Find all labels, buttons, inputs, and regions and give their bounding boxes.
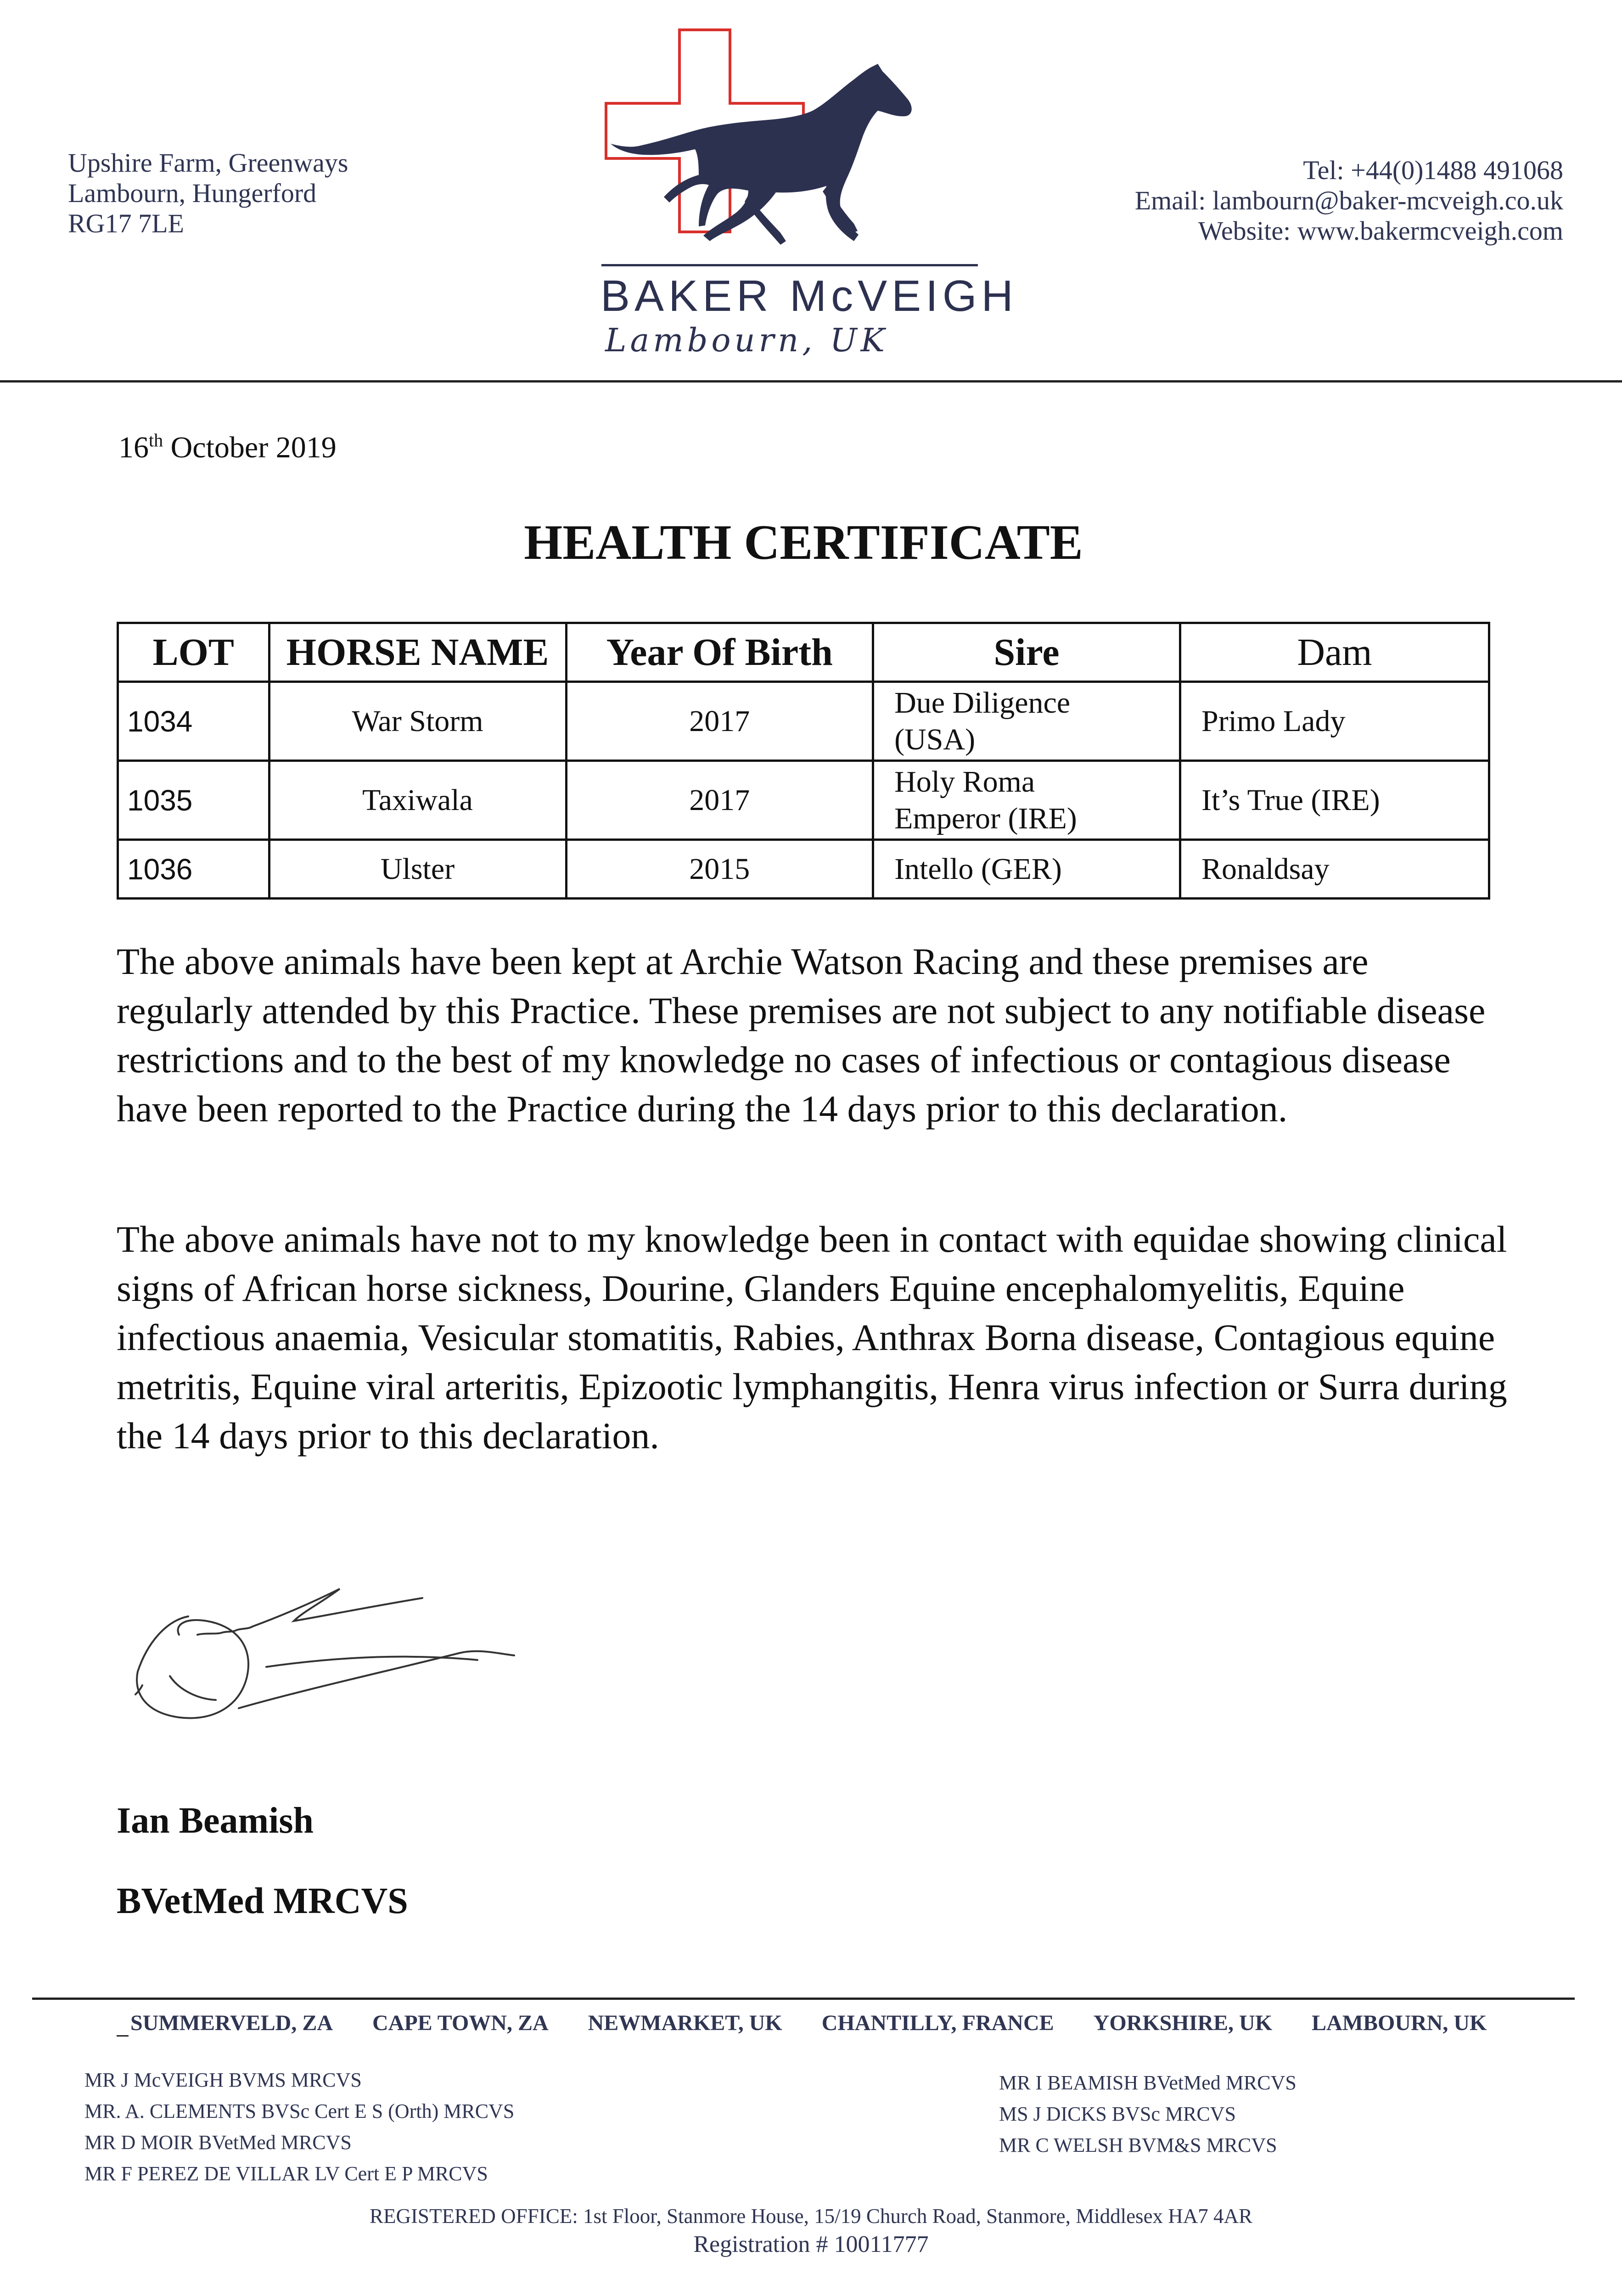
sire-line-2: (USA) <box>894 722 976 756</box>
staff-member: MR D MOIR BVetMed MRCVS <box>84 2131 352 2154</box>
sire-line-2: Emperor (IRE) <box>894 801 1077 835</box>
practice-address <box>68 148 348 239</box>
cell-year: 2017 <box>566 761 873 840</box>
horse-table <box>117 622 1490 900</box>
location-lambourn: LAMBOURN, UK <box>1312 2011 1487 2035</box>
signature <box>129 1575 533 1743</box>
cell-lot: 1036 <box>118 840 269 899</box>
registration-number: Registration # 10011777 <box>693 2231 929 2257</box>
cell-sire: Intello (GER) <box>873 840 1180 899</box>
header-dam: Dam <box>1180 623 1489 682</box>
header-sire: Sire <box>873 623 1180 682</box>
address-line-2: Lambourn, Hungerford <box>68 178 317 208</box>
declaration-paragraph-1: The above animals have been kept at Archie Watson Racing and these premises are regularly attended by this Practice. These premises are not subject to any notifiable disease restrictions and to the best of my knowledge no cases of infectious or contagious disease have been reported to the Practice during the 14 days prior to this declaration. <box>117 940 1486 1130</box>
address-line-3: RG17 7LE <box>68 208 184 238</box>
staff-member: MR. A. CLEMENTS BVSc Cert E S (Orth) MRCVS <box>84 2100 515 2122</box>
address-line-1: Upshire Farm, Greenways <box>68 148 348 178</box>
staff-member: MR I BEAMISH BVetMed MRCVS <box>999 2071 1296 2094</box>
staff-member: MR C WELSH BVM&S MRCVS <box>999 2134 1277 2156</box>
date-suffix: th <box>149 430 163 450</box>
header-lot: LOT <box>118 623 269 682</box>
cell-horse-name: War Storm <box>269 682 566 761</box>
location-summerveld: SUMMERVELD, ZA <box>130 2011 333 2035</box>
location-newmarket: NEWMARKET, UK <box>588 2011 782 2035</box>
certificate-date <box>118 429 337 465</box>
cell-horse-name: Ulster <box>269 840 566 899</box>
contact-phone: Tel: +44(0)1488 491068 <box>1303 155 1563 185</box>
declaration-paragraph-2: The above animals have not to my knowledge been in contact with equidae showing clinical signs of African horse sickness, Dourine, Glanders Equine encephalomyelitis, Equine infectious anaemia, Vesicular stomatitis, Rabies, Anthrax Borna disease, Contagious equine metritis, Equine viral arteritis, Epizootic lymphangitis, Henra virus infection or Surra during the 14 days prior to this declaration. <box>117 1218 1507 1457</box>
table-header-row <box>118 623 1489 682</box>
header-divider <box>0 380 1622 383</box>
cell-year: 2017 <box>566 682 873 761</box>
table-row <box>118 840 1489 899</box>
cell-dam: Primo Lady <box>1180 682 1489 761</box>
staff-member: MR J McVEIGH BVMS MRCVS <box>84 2069 362 2091</box>
location-yorkshire: YORKSHIRE, UK <box>1093 2011 1273 2035</box>
staff-member: MS J DICKS BVSc MRCVS <box>999 2103 1236 2125</box>
cell-horse-name: Taxiwala <box>269 761 566 840</box>
galloping-horse-icon <box>611 64 912 245</box>
sire-line-1: Due Diligence <box>894 686 1071 720</box>
brand-name: BAKER McVEIGH <box>601 271 1018 321</box>
registered-office: REGISTERED OFFICE: 1st Floor, Stanmore House, 15/19 Church Road, Stanmore, Middlesex HA7 4AR <box>369 2205 1253 2228</box>
contact-website[interactable]: Website: www.bakermcveigh.com <box>1198 216 1563 246</box>
cell-year: 2015 <box>566 840 873 899</box>
header-horse-name: HORSE NAME <box>269 623 566 682</box>
location-cape-town: CAPE TOWN, ZA <box>372 2011 549 2035</box>
footer-divider <box>32 1998 1575 2000</box>
office-locations <box>130 2010 1526 2036</box>
practice-contact <box>1135 155 1563 246</box>
cell-dam: It’s True (IRE) <box>1180 761 1489 840</box>
brand-location: Lambourn, UK <box>605 321 888 359</box>
cell-sire <box>873 761 1180 840</box>
date-month-year: October 2019 <box>163 431 337 464</box>
footer-tick-mark <box>117 2035 129 2037</box>
sire-line-1: Holy Roma <box>894 765 1035 799</box>
contact-email[interactable]: Email: lambourn@baker-mcveigh.co.uk <box>1134 186 1563 215</box>
header-year-of-birth: Year Of Birth <box>566 623 873 682</box>
table-row <box>118 761 1489 840</box>
cell-sire <box>873 682 1180 761</box>
staff-member: MR F PEREZ DE VILLAR LV Cert E P MRCVS <box>84 2162 488 2185</box>
staff-list-left <box>84 2065 514 2189</box>
cell-lot: 1035 <box>118 761 269 840</box>
signer-qualifications: BVetMed MRCVS <box>117 1881 408 1921</box>
location-chantilly: CHANTILLY, FRANCE <box>821 2011 1054 2035</box>
table-row <box>118 682 1489 761</box>
signer-name: Ian Beamish <box>117 1801 314 1841</box>
page-title: HEALTH CERTIFICATE <box>524 515 1083 570</box>
staff-list-right <box>999 2067 1296 2161</box>
cell-dam: Ronaldsay <box>1180 840 1489 899</box>
cell-lot: 1034 <box>118 682 269 761</box>
date-day: 16 <box>118 431 149 464</box>
